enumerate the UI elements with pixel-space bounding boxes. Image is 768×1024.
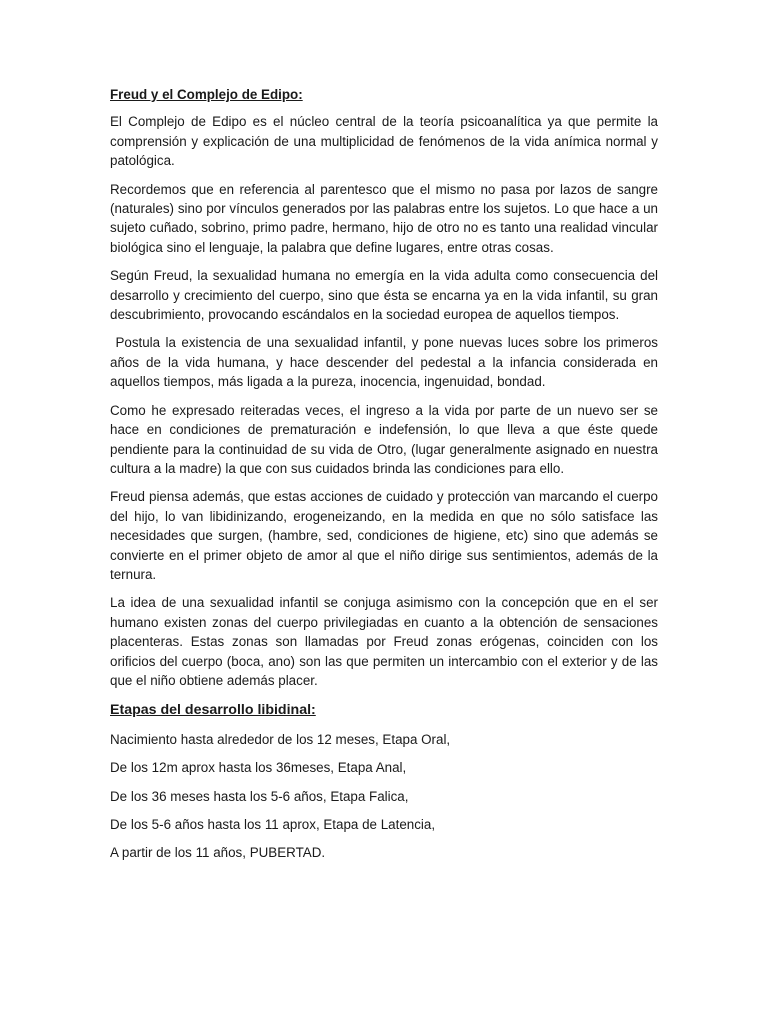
stage-item: De los 12m aprox hasta los 36meses, Etapa Anal, xyxy=(110,760,407,776)
document-body xyxy=(110,85,662,872)
stage-item: De los 36 meses hasta los 5-6 años, Etapa Falica, xyxy=(110,788,409,804)
paragraph: Recordemos que en referencia al parentesco que el mismo no pasa por lazos de sangre (naturales) sino por vínculos generados por las palabras entre los sujetos. Lo que hace a un sujeto cuñado, sobrino, primo padre, hermano, hijo de otro no es tanto una realidad vincular biológica sino el lenguaje, la palabra que define lugares, entre otras cosas. xyxy=(110,181,658,255)
paragraph: La idea de una sexualidad infantil se conjuga asimismo con la concepción que en el ser humano existen zonas del cuerpo privilegiadas en cuanto a la obtención de sensaciones placenteras. Estas zonas son llamadas por Freud zonas erógenas, coinciden con los orificios del cuerpo (boca, ano) son las que permiten un intercambio con el exterior y de las que el niño obtiene además placer. xyxy=(110,595,658,688)
stage-item: Nacimiento hasta alrededor de los 12 meses, Etapa Oral, xyxy=(110,731,451,747)
stage-item: A partir de los 11 años, PUBERTAD. xyxy=(110,845,326,861)
section-title: Etapas del desarrollo libidinal: xyxy=(110,702,316,719)
paragraph: El Complejo de Edipo es el núcleo central de la teoría psicoanalítica ya que permite la comprensión y explicación de una multiplicidad de fenómenos de la vida anímica normal y patológica. xyxy=(110,114,658,169)
paragraph: Según Freud, la sexualidad humana no emergía en la vida adulta como consecuencia del desarrollo y crecimiento del cuerpo, sino que ésta se encarna ya en la vida infantil, su gran descubrimiento, provocando escándalos en la sociedad europea de aquellos tiempos. xyxy=(110,268,658,323)
paragraph: Como he expresado reiteradas veces, el ingreso a la vida por parte de un nuevo ser se hace en condiciones de prematuración e indefensión, lo que lleva a que éste quede pendiente para la continuidad de su vida de Otro, (lugar generalmente asignado en nuestra cultura a la madre) la que con sus cuidados brinda las condiciones para ello. xyxy=(110,402,658,476)
stage-item: De los 5-6 años hasta los 11 aprox, Etapa de Latencia, xyxy=(110,817,436,832)
paragraph: Postula la existencia de una sexualidad infantil, y pone nuevas luces sobre los primeros años de la vida humana, y hace descender del pedestal a la infancia considerada en aquellos tiempos, más ligada a la pureza, inocencia, ingenuidad, bondad. xyxy=(110,335,662,390)
document-title: Freud y el Complejo de Edipo: xyxy=(110,87,303,102)
paragraph: Freud piensa además, que estas acciones de cuidado y protección van marcando el cuerpo del hijo, lo van libidinizando, erogeneizando, en la medida en que no sólo satisface las necesidades que surgen, (hambre, sed, condiciones de higiene, etc) sino que además se convierte en el primer objeto de amor al que el niño dirige sus sentimientos, además de la ternura. xyxy=(110,489,658,582)
